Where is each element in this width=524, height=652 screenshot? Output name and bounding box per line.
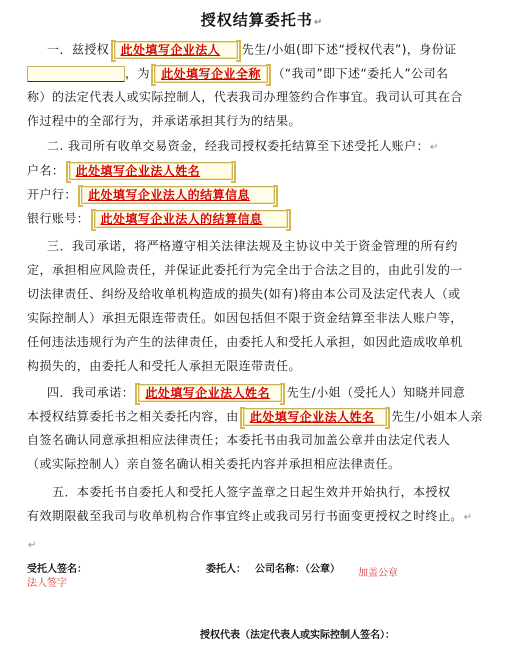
- para3-line1: [47, 238, 517, 254]
- para1-text: 称）的法定代表人或实际控制人，代表我司办理签约合作事宜。我司认可其在合: [27, 90, 463, 104]
- para4-text: 先生/小姐（受托人）知晓并同意: [286, 385, 466, 400]
- account-number-row: [27, 210, 497, 228]
- para1-text: ，为: [125, 66, 150, 81]
- para3-text: 三．我司承诺，将严格遵守相关法律法规及主协议中关于资金管理的所有约: [47, 239, 458, 253]
- company-name-field[interactable]: 此处填写企业全称: [154, 65, 268, 83]
- para3-text: 实际控制人）承担无限连带责任。如因包括但不限于资金结算至非法人账户等，: [27, 311, 463, 325]
- para1-line3: [27, 89, 497, 105]
- trustee-signature-hint[interactable]: 法人签字: [27, 578, 67, 589]
- para4-line2: [27, 408, 497, 426]
- title-text: 授权结算委托书: [200, 11, 313, 29]
- para3-line2: [27, 262, 497, 278]
- para3-text: 构损失的，由委托人和受托人承担无限连带责任。: [27, 359, 301, 373]
- para4-text: 四．我司承诺：: [47, 385, 135, 400]
- paragraph-mark: ↵: [463, 512, 473, 523]
- trustee-name-field-1[interactable]: 此处填写企业法人姓名: [138, 384, 282, 402]
- para2-text: 二. 我司所有收单交易资金，经我司授权委托结算至下述受托人账户：: [47, 139, 430, 153]
- para3-line5: [27, 334, 497, 350]
- para4-line3: [27, 432, 497, 448]
- para1-text: （“我司”即下述“委托人”公司名: [272, 66, 449, 81]
- para4-text: 自签名确认同意承担相应法律责任；本委托书由我司加盖公章并由法定代表人: [27, 433, 451, 447]
- account-number-field[interactable]: 此处填写企业法人的结算信息: [94, 210, 288, 228]
- trustee-name-field-2[interactable]: 此处填写企业法人姓名: [243, 408, 387, 426]
- para5-text: 五．本委托书自委托人和受托人签字盖章之日起生效并开始执行，本授权: [52, 485, 451, 499]
- paragraph-mark: ↵: [430, 142, 439, 153]
- para4-line4: [27, 456, 497, 472]
- para1-line4: [27, 113, 497, 129]
- bank-label: 开户行：: [27, 187, 77, 202]
- id-number-field[interactable]: [27, 66, 125, 82]
- bank-field[interactable]: 此处填写企业法人的结算信息: [81, 186, 275, 204]
- account-number-label: 银行账号：: [27, 211, 90, 226]
- para4-line1: [47, 384, 517, 402]
- para5-line1: [52, 484, 522, 500]
- para3-text: 任何违法违规行为产生的法律责任，由委托人和受托人承担，如因此造成收单机: [27, 335, 463, 349]
- empty-line: [27, 536, 497, 554]
- paragraph-mark: ↵: [313, 17, 324, 28]
- para1-text: 作过程中的全部行为，并承诺承担其行为的结果。: [27, 114, 301, 128]
- para3-text: 切法律责任、纠纷及给收单机构造成的损失(如有)将由本公司及法定代表人（或: [27, 287, 461, 301]
- legal-person-name-field[interactable]: 此处填写企业法人: [114, 41, 238, 59]
- bank-row: [27, 186, 497, 204]
- para2-line1: [47, 138, 517, 156]
- representative-signature-label: 授权代表（法定代表人或实际控制人签名）：: [200, 630, 395, 641]
- para3-line3: [27, 286, 497, 302]
- account-name-label: 户名: [27, 163, 52, 178]
- document-title: [0, 9, 524, 30]
- company-stamp-hint[interactable]: 加盖公章: [358, 568, 398, 579]
- company-seal-label: 公司名称：（公章）: [255, 564, 340, 575]
- paragraph-mark: ↵: [28, 540, 37, 551]
- account-name-row: 户名： 此处填写企业法人姓名: [27, 162, 497, 180]
- para1-text: 一．兹授权: [47, 42, 110, 57]
- para1-line2: [27, 65, 497, 83]
- account-name-field[interactable]: 此处填写企业法人姓名: [69, 162, 233, 180]
- trustee-signature-label: 受托人签名：: [27, 564, 87, 575]
- para4-text: 先生/小姐本人亲: [391, 409, 483, 424]
- principal-label: 委托人：: [206, 564, 246, 575]
- para4-text: （或实际控制人）亲自签名确认相关委托内容并承担相应法律责任。: [27, 457, 401, 471]
- para3-text: 定，承担相应风险责任，并保证此委托行为完全出于合法之目的，由此引发的一: [27, 263, 463, 277]
- para4-text: 本授权结算委托书之相关委托内容，由: [27, 409, 239, 424]
- para3-line6: [27, 358, 497, 374]
- para1-line1: [47, 41, 517, 59]
- para5-line2: [27, 508, 497, 526]
- para3-line4: [27, 310, 497, 326]
- para1-text: 先生/小姐(即下述“授权代表”)，身份证: [241, 42, 457, 57]
- para5-text: 有效期限截至我司与收单机构合作事宜终止或我司另行书面变更授权之时终止。: [27, 509, 463, 523]
